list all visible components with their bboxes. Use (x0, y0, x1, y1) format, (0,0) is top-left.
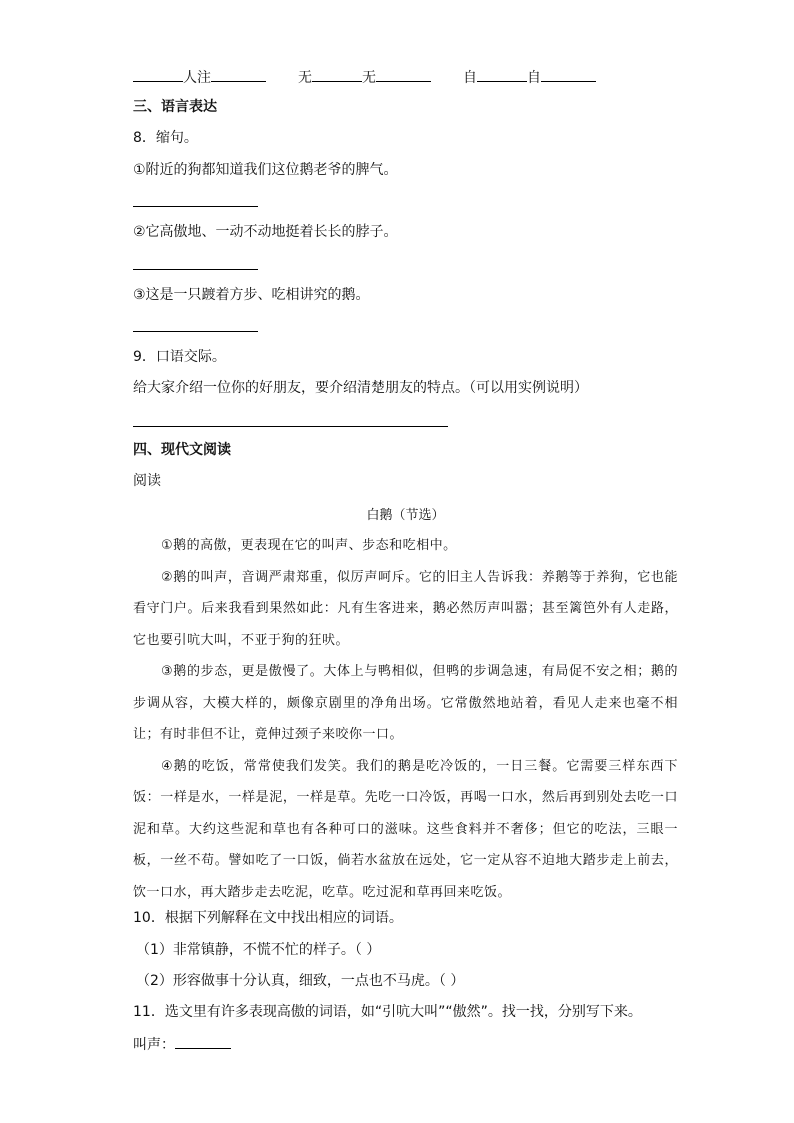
answer-blank[interactable] (541, 67, 596, 82)
idiom-part: 无 (298, 70, 312, 86)
idiom-part: 人注 (183, 70, 211, 86)
answer-blank[interactable] (376, 67, 431, 82)
answer-line[interactable] (133, 331, 258, 332)
answer-blank[interactable] (211, 67, 266, 82)
passage-paragraph: ④鹅的吃饭，常常使我们发笑。我们的鹅是吃冷饭的，一日三餐。它需要三样东西下饭：一样是水，一样是泥，一样是草。先吃一口冷饭，再喝一口水，然后再到别处去吃一口泥和草。大约这些泥和草也有各种可口的滋味。这些食料并不奢侈；但它的吃法，三眼一板，一丝不苟。譬如吃了一口饭，倘若水盆放在远处，它一定从容不迫地大踏步走上前去，饮一口水，再大踏步走去吃泥，吃草。吃过泥和草再回来吃饭。 (133, 758, 678, 900)
passage-title: 白鹅（节选） (366, 508, 445, 523)
answer-line[interactable] (133, 426, 448, 427)
passage-paragraph: ③鹅的步态，更是傲慢了。大体上与鸭相似，但鸭的步调急速，有局促不安之相；鹅的步调从容，大模大样的，颇像京剧里的净角出场。它常傲然地站着，看见人走来也毫不相让；有时非但不让，竟伸过颈子来咬你一口。 (133, 664, 678, 742)
answer-blank[interactable] (312, 67, 362, 82)
question-8-item: ①附近的狗都知道我们这位鹅老爷的脾气。 (133, 162, 398, 178)
answer-line[interactable] (133, 206, 258, 207)
answer-line[interactable] (133, 269, 258, 270)
question-9-label: 9．口语交际。 (133, 349, 226, 365)
answer-blank[interactable] (175, 1034, 231, 1049)
sub-label: 叫声： (133, 1037, 175, 1053)
question-10-label: 10．根据下列解释在文中找出相应的词语。 (133, 910, 403, 926)
section-heading: 三、语言表达 (133, 99, 217, 115)
idiom-fill-line (133, 67, 596, 88)
question-8-item: ②它高傲地、一动不动地挺着长长的脖子。 (133, 224, 398, 240)
question-11-sub (133, 1034, 231, 1055)
question-10-item: （1）非常镇静，不慌不忙的样子。（ ） (136, 942, 381, 958)
answer-blank[interactable] (133, 67, 183, 82)
question-10-item: （2）形容做事十分认真，细致，一点也不马虎。（ ） (136, 973, 465, 989)
question-9-text: 给大家介绍一位你的好朋友，要介绍清楚朋友的特点。（可以用实例说明） (133, 380, 588, 396)
answer-blank[interactable] (477, 67, 527, 82)
passage-paragraph: ②鹅的叫声，音调严肃郑重，似厉声呵斥。它的旧主人告诉我：养鹅等于养狗，它也能看守门户。后来我看到果然如此：凡有生客进来，鹅必然厉声叫嚣；甚至篱笆外有人走路，它也要引吭大叫，不亚于狗的狂吠。 (133, 569, 678, 648)
passage-paragraph: ①鹅的高傲，更表现在它的叫声、步态和吃相中。 (161, 538, 457, 553)
idiom-part: 自 (527, 70, 541, 86)
question-11-label: 11．选文里有许多表现高傲的词语，如“引吭大叫”“傲然”。找一找，分别写下来。 (133, 1004, 642, 1020)
question-8-label: 8．缩句。 (133, 130, 198, 146)
question-8-item: ③这是一只踱着方步、吃相讲究的鹅。 (133, 287, 370, 303)
reading-label: 阅读 (133, 473, 161, 489)
section-heading: 四、现代文阅读 (133, 442, 231, 458)
idiom-part: 自 (463, 70, 477, 86)
idiom-part: 无 (362, 70, 376, 86)
passage-body (133, 530, 678, 908)
